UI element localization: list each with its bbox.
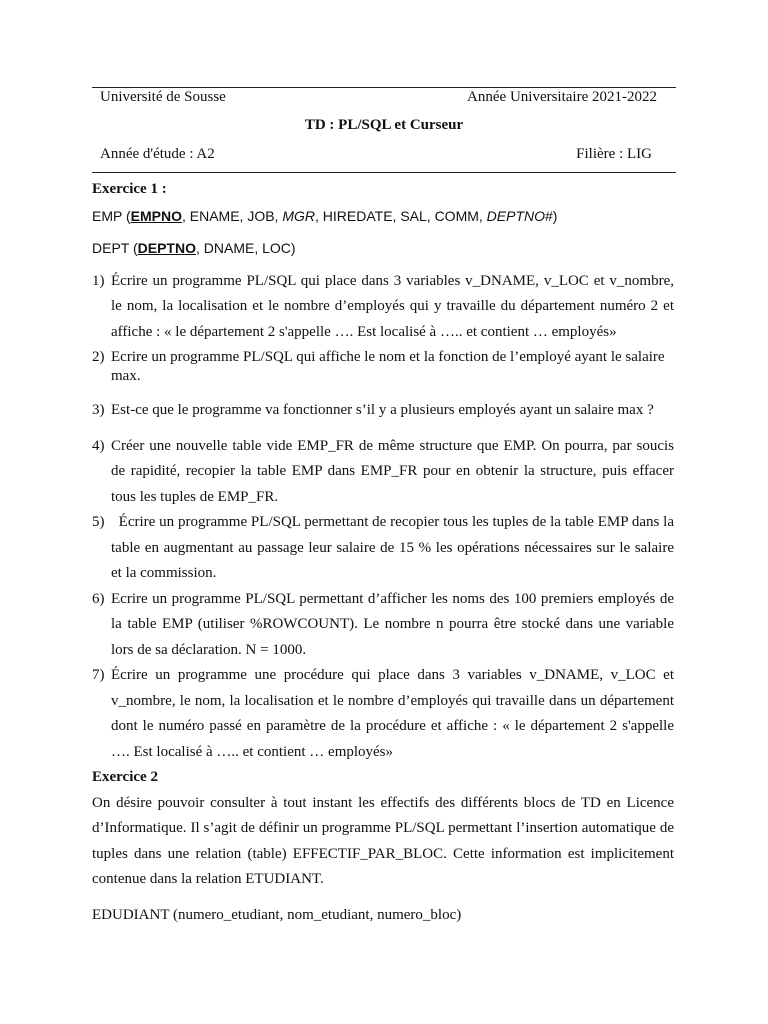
question-text: Ecrire un programme PL/SQL qui affiche le nom et la fonction de l’employé ayant le salaire max. bbox=[111, 349, 665, 384]
emp-schema-suffix: #) bbox=[545, 207, 558, 224]
etudiant-schema: EDUDIANT (numero_etudiant, nom_etudiant, numero_bloc) bbox=[92, 906, 462, 923]
academic-year: Année Universitaire 2021-2022 bbox=[467, 89, 657, 105]
document-body bbox=[92, 177, 678, 928]
exercise1-question-list bbox=[92, 269, 678, 766]
question-number: 3) bbox=[92, 402, 105, 418]
question-item bbox=[92, 348, 674, 386]
question-item bbox=[92, 663, 674, 765]
emp-schema-prefix: EMP ( bbox=[92, 207, 131, 224]
dept-schema-key: DEPTNO bbox=[137, 240, 196, 256]
study-year: Année d'étude : A2 bbox=[100, 146, 215, 162]
document-title: TD : PL/SQL et Curseur bbox=[304, 117, 464, 133]
question-number: 5) bbox=[92, 514, 105, 530]
question-item bbox=[92, 587, 674, 664]
question-number: 2) bbox=[92, 349, 105, 365]
exercise2-paragraph: On désire pouvoir consulter à tout instant les effectifs des différents blocs de TD en Licence d’Informatique. Il s’agit de définir un programme PL/SQL permettant l’insertion automatique de tuples dans une relation (table) EFFECTIF_PAR_BLOC. Cette information est implicitement contenue dans la relation ETUDIANT. bbox=[92, 794, 674, 887]
emp-schema-key: EMPNO bbox=[130, 207, 182, 224]
emp-schema bbox=[92, 204, 674, 231]
question-number: 6) bbox=[92, 590, 105, 607]
exercise1-title: Exercice 1 : bbox=[92, 181, 167, 197]
question-item bbox=[92, 434, 674, 511]
dept-schema-suffix: , DNAME, LOC) bbox=[195, 240, 296, 256]
question-item bbox=[92, 398, 674, 424]
emp-schema-part: , ENAME, JOB, bbox=[181, 207, 283, 224]
university-name: Université de Sousse bbox=[100, 89, 226, 105]
question-text: Écrire un programme PL/SQL permettant de recopier tous les tuples de la table EMP dans la table en augmentant au passage leur salaire de 15 % les opérations nécessaires sur le salaire et la commission. bbox=[111, 514, 678, 581]
question-text: Ecrire un programme PL/SQL permettant d’afficher les noms des 100 premiers employés de la table EMP (utiliser %ROWCOUNT). Le nombre n pourra être stocké dans une variable lors de sa déclaration. N = 1000. bbox=[111, 590, 674, 658]
bottom-rule bbox=[92, 172, 676, 173]
track: Filière : LIG bbox=[576, 146, 652, 162]
question-number: 7) bbox=[92, 667, 105, 683]
question-text: Écrire un programme une procédure qui place dans 3 variables v_DNAME, v_LOC et v_nombre, le nom, la localisation et le nombre d’employés qui travaille dans un département dont le numéro passé en paramètre de la procédure et affiche : « le département 2 s'appelle …. Est localisé à ….. et contient … employés» bbox=[111, 667, 674, 760]
dept-schema bbox=[92, 236, 674, 263]
dept-schema-prefix: DEPT ( bbox=[92, 240, 138, 256]
question-number: 1) bbox=[92, 272, 105, 289]
exercise2-title: Exercice 2 bbox=[92, 769, 158, 785]
question-number: 4) bbox=[92, 437, 105, 454]
question-item bbox=[92, 510, 678, 587]
emp-schema-part: , HIREDATE, SAL, COMM, bbox=[315, 207, 487, 224]
emp-schema-mgr: MGR bbox=[282, 207, 316, 224]
question-item bbox=[92, 269, 674, 346]
emp-schema-deptno: DEPTNO bbox=[486, 207, 546, 224]
question-text: Écrire un programme PL/SQL qui place dans 3 variables v_DNAME, v_LOC et v_nombre, le nom, la localisation et le nombre d’employés qui y travaille du département numéro 2 et affiche : « le département 2 s'appelle …. Est localisé à ….. et contient … employés» bbox=[111, 272, 674, 340]
question-text: Est-ce que le programme va fonctionner s’il y a plusieurs employés ayant un salaire max ? bbox=[111, 402, 654, 418]
question-text: Créer une nouvelle table vide EMP_FR de même structure que EMP. On pourra, par soucis de rapidité, recopier la table EMP dans EMP_FR pour en obtenir la structure, puis effacer tous les tuples de EMP_FR. bbox=[111, 437, 674, 505]
